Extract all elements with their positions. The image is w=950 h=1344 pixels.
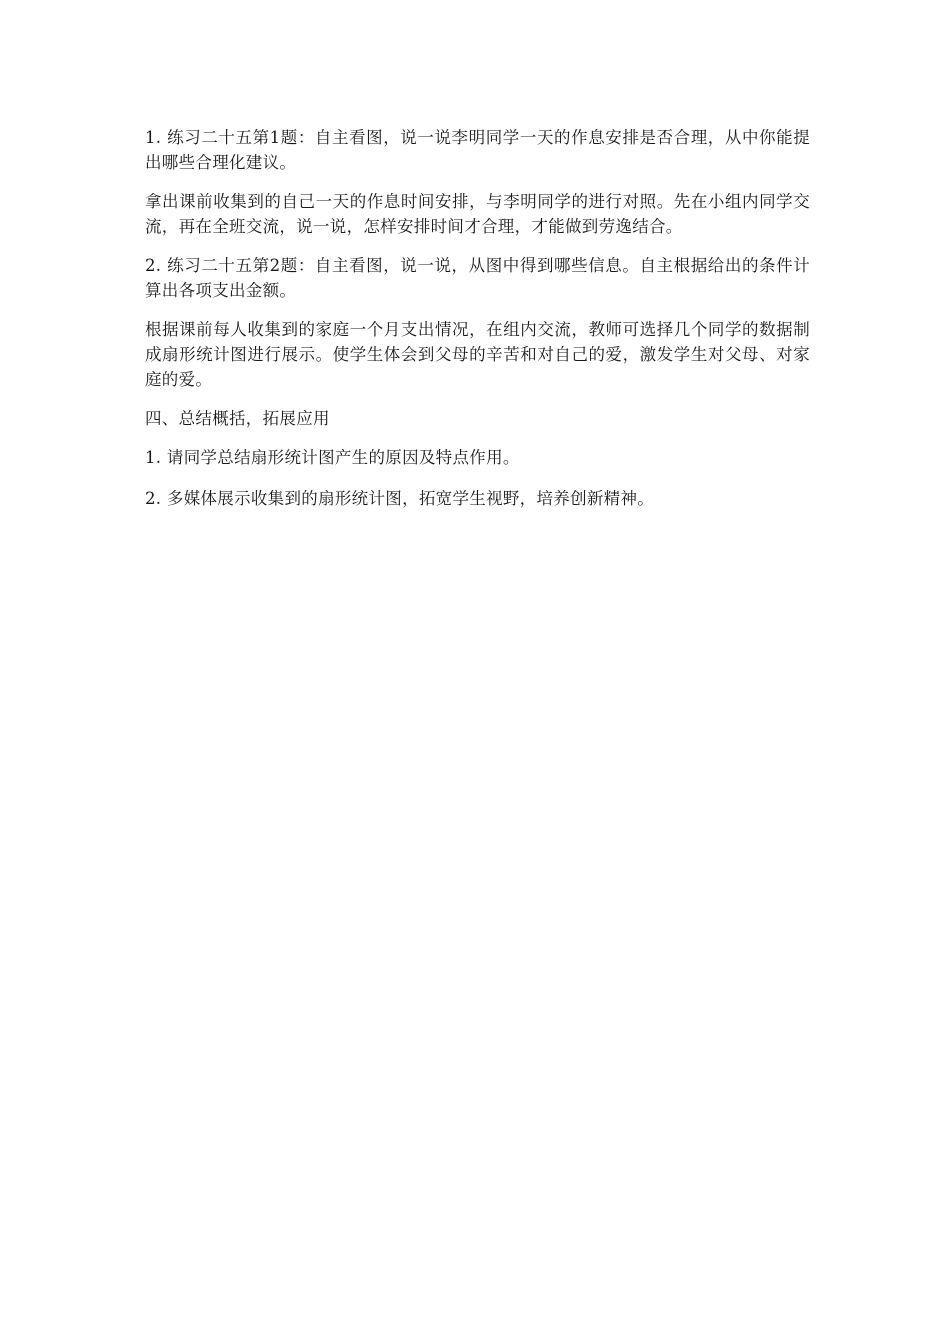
exercise-2-paragraph: 2. 练习二十五第2题：自主看图，说一说，从图中得到哪些信息。自主根据给出的条件计算出各项支出金额。 <box>145 256 810 300</box>
activity-paragraph-1: 拿出课前收集到的自己一天的作息时间安排，与李明同学的进行对照。先在小组内同学交流，再在全班交流，说一说，怎样安排时间才合理，才能做到劳逸结合。 <box>145 192 810 236</box>
summary-item-2: 2. 多媒体展示收集到的扇形统计图，拓宽学生视野，培养创新精神。 <box>145 489 655 508</box>
section-heading: 四、总结概括，拓展应用 <box>145 409 330 428</box>
document-body <box>145 125 810 525</box>
activity-paragraph-2: 根据课前每人收集到的家庭一个月支出情况，在组内交流，教师可选择几个同学的数据制成扇形统计图进行展示。使学生体会到父母的辛苦和对自己的爱，激发学生对父母、对家庭的爱。 <box>145 320 810 389</box>
summary-item-1: 1. 请同学总结扇形统计图产生的原因及特点作用。 <box>145 448 520 467</box>
exercise-1-paragraph: 1. 练习二十五第1题：自主看图，说一说李明同学一天的作息安排是否合理，从中你能提出哪些合理化建议。 <box>145 128 810 172</box>
